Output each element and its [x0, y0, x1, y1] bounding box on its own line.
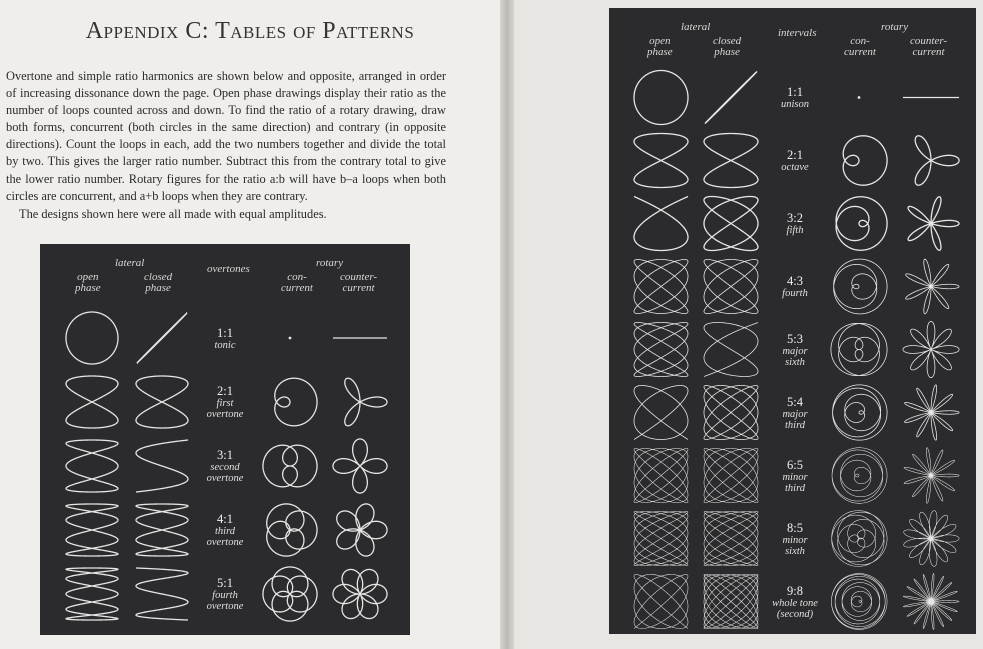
open-phase-figure-1-1	[634, 71, 688, 125]
interval-name: tonic	[214, 339, 236, 351]
countercurrent-figure-2-1	[915, 136, 959, 185]
concurrent-figure-2-1	[843, 136, 887, 185]
interval-name: overtone	[206, 601, 244, 612]
open-phase-figure-9-8	[634, 575, 688, 629]
paragraph-2: The designs shown here were all made with equal amplitudes.	[19, 206, 327, 221]
interval-name: third	[214, 526, 236, 537]
countercurrent-figure-5-4	[905, 385, 959, 440]
interval-label	[190, 576, 260, 612]
interval-name: whole tone	[772, 597, 818, 609]
interval-label	[190, 384, 260, 420]
interval-name: first	[216, 398, 234, 409]
concurrent-figure-1-1	[858, 96, 861, 99]
open-phase-figure-5-3	[634, 323, 688, 377]
countercurrent-figure-6-5	[904, 448, 959, 504]
interval-label	[760, 521, 830, 557]
open-phase-figure-5-1	[66, 568, 118, 620]
closed-phase-figure-6-5	[704, 449, 758, 503]
header-countercurrent: counter- current	[910, 35, 948, 58]
book-gutter	[500, 0, 514, 649]
interval-name: unison	[780, 99, 809, 110]
concurrent-figure-4-3	[834, 259, 887, 314]
interval-label	[760, 148, 830, 173]
countercurrent-figure-4-3	[906, 259, 959, 314]
interval-name: sixth	[785, 356, 805, 368]
closed-phase-figure-3-2	[704, 197, 758, 251]
open-phase-figure-1-1	[66, 312, 118, 364]
paragraph-1: Overtone and simple ratio harmonics are shown below and opposite, arranged in order of increasing dissonance down the page. Open phase drawings display their ratio as the number of loops counted across and down. To find the ratio of a rotary drawing, draw both forms, concurrent (both circles in the same direction) and contrary (in opposite directions). Count the loops in each, add the two numbers together and divide the total by two. This gives the larger ratio number. Subtract this from the contrary total to give the lower ratio number. Rotary figures for the ratio a:b will have b–a loops when both circles are concurrent, and a+b loops when they are contrary.	[6, 69, 446, 203]
closed-phase-figure-5-3	[704, 323, 758, 377]
interval-label	[760, 85, 830, 110]
concurrent-figure-3-1	[263, 445, 317, 487]
page-title: Appendix C: Tables of Patterns	[85, 18, 415, 44]
closed-phase-figure-4-3	[704, 260, 758, 314]
header-concurrent: con- current	[281, 271, 313, 294]
interval-label	[760, 584, 830, 620]
ratio-label: 4:3	[787, 274, 803, 288]
open-phase-figure-2-1	[66, 376, 118, 428]
header-lateral: lateral	[681, 21, 711, 33]
countercurrent-figure-3-1	[333, 439, 387, 493]
closed-phase-figure-2-1	[704, 134, 758, 188]
header-countercurrent: counter- current	[340, 271, 378, 294]
closed-phase-figure-4-1	[136, 504, 188, 556]
closed-phase-figure-5-1	[136, 568, 188, 620]
interval-name: major	[782, 345, 808, 357]
countercurrent-figure-5-3	[903, 321, 959, 377]
open-phase-figure-8-5	[634, 512, 688, 566]
interval-name: overtone	[206, 473, 244, 484]
concurrent-figure-3-2	[836, 197, 887, 251]
interval-name: minor	[782, 534, 808, 546]
interval-name: overtone	[206, 537, 244, 548]
interval-label	[760, 395, 830, 431]
interval-name: fifth	[786, 225, 804, 236]
interval-name: major	[782, 408, 808, 420]
interval-name: minor	[782, 471, 808, 483]
body-text	[6, 68, 446, 223]
interval-name: fourth	[782, 288, 808, 299]
closed-phase-figure-1-1	[137, 313, 186, 362]
open-phase-figure-3-2	[634, 197, 688, 251]
countercurrent-figure-4-1	[337, 504, 387, 556]
header-rotary: rotary	[316, 257, 344, 269]
countercurrent-figure-9-8	[903, 574, 959, 630]
interval-label	[760, 274, 830, 299]
interval-name: third	[784, 482, 806, 494]
ratio-label: 5:1	[217, 576, 233, 590]
ratio-label: 8:5	[787, 520, 803, 535]
concurrent-figure-5-4	[833, 385, 887, 440]
closed-phase-figure-9-8	[704, 575, 758, 629]
interval-label	[760, 458, 830, 494]
countercurrent-figure-8-5	[904, 511, 959, 567]
closed-phase-figure-2-1	[136, 376, 188, 428]
interval-name: (second)	[776, 608, 814, 620]
open-phase-figure-5-4	[634, 386, 688, 440]
concurrent-figure-5-1	[263, 567, 317, 621]
intervals-table	[609, 8, 976, 634]
open-phase-figure-4-1	[66, 504, 118, 556]
header-concurrent: con- current	[844, 35, 876, 58]
concurrent-figure-5-3	[831, 323, 887, 375]
countercurrent-figure-5-1	[333, 569, 387, 618]
interval-label	[190, 326, 260, 351]
ratio-label: 1:1	[217, 325, 233, 340]
ratio-label: 2:1	[787, 148, 803, 162]
ratio-label: 2:1	[217, 384, 233, 398]
header-intervals: intervals	[778, 27, 817, 39]
concurrent-figure-8-5	[832, 511, 887, 567]
ratio-label: 5:4	[787, 394, 803, 409]
ratio-label: 3:1	[217, 448, 233, 462]
interval-label	[760, 211, 830, 236]
open-phase-figure-4-3	[634, 260, 688, 314]
interval-label	[190, 448, 260, 484]
concurrent-figure-4-1	[267, 504, 317, 556]
header-lateral: lateral	[115, 257, 145, 269]
countercurrent-figure-3-2	[908, 197, 959, 251]
concurrent-figure-9-8	[831, 574, 887, 630]
countercurrent-figure-2-1	[345, 378, 387, 426]
open-phase-figure-3-1	[66, 440, 118, 492]
closed-phase-figure-3-1	[136, 440, 188, 492]
closed-phase-figure-5-4	[704, 386, 758, 440]
interval-name: second	[210, 462, 240, 473]
ratio-label: 5:3	[787, 331, 803, 346]
header-open-phase: open phase	[75, 271, 101, 294]
ratio-label: 6:5	[787, 457, 803, 472]
header-closed-phase: closed phase	[144, 271, 173, 294]
closed-phase-figure-1-1	[705, 72, 756, 123]
concurrent-figure-6-5	[832, 448, 887, 504]
header-closed-phase: closed phase	[713, 35, 742, 58]
interval-name: fourth	[212, 590, 238, 601]
interval-label	[760, 332, 830, 368]
ratio-label: 9:8	[787, 583, 803, 598]
concurrent-figure-2-1	[275, 378, 317, 426]
open-phase-figure-6-5	[634, 449, 688, 503]
closed-phase-figure-8-5	[704, 512, 758, 566]
ratio-label: 3:2	[787, 211, 803, 225]
header-open-phase: open phase	[647, 35, 673, 58]
open-phase-figure-2-1	[634, 134, 688, 188]
interval-name: third	[784, 419, 806, 431]
interval-name: sixth	[785, 545, 805, 557]
ratio-label: 1:1	[787, 85, 803, 99]
header-rotary: rotary	[881, 21, 909, 33]
interval-label	[190, 512, 260, 548]
interval-name: octave	[781, 162, 809, 173]
overtones-table	[40, 244, 410, 635]
header-overtones: overtones	[207, 263, 250, 275]
concurrent-figure-1-1	[289, 337, 292, 340]
interval-name: overtone	[206, 409, 244, 420]
ratio-label: 4:1	[217, 512, 233, 526]
